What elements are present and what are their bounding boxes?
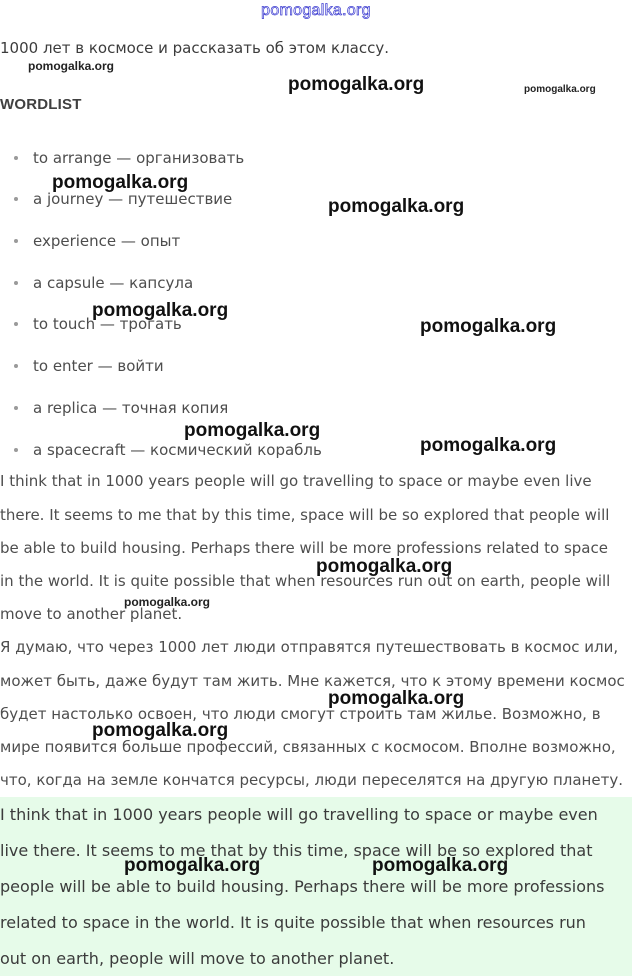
paragraph-line: there. It seems to me that by this time, space will be so explored that people will <box>0 506 610 524</box>
paragraph-line: I think that in 1000 years people will go travelling to space or maybe even live <box>0 472 592 490</box>
intro-line: 1000 лет в космосе и рассказать об этом классу. <box>0 39 389 57</box>
watermark: pomogalka.org <box>328 688 465 709</box>
watermark: pomogalka.org <box>420 435 557 456</box>
watermark: pomogalka.org <box>124 855 261 876</box>
bullet-icon <box>14 448 18 452</box>
paragraph-line: будет настолько освоен, что люди смогут строить там жилье. Возможно, в <box>0 705 601 723</box>
bullet-icon <box>14 364 18 368</box>
watermark: pomogalka.org <box>92 300 229 321</box>
watermark: pomogalka.org <box>92 720 229 741</box>
wordlist-item-text: a replica — точная копия <box>33 399 229 417</box>
bullet-icon <box>14 406 18 410</box>
bullet-icon <box>14 197 18 201</box>
answer-line: out on earth, people will move to another planet. <box>0 949 395 968</box>
watermark: pomogalka.org <box>184 420 321 441</box>
watermark: pomogalka.org <box>288 74 425 95</box>
watermark: pomogalka.org <box>420 316 557 337</box>
wordlist-heading: WORDLIST <box>0 96 82 113</box>
watermark: pomogalka.org <box>372 855 509 876</box>
bullet-icon <box>14 239 18 243</box>
wordlist-item-text: to touch — трогать <box>33 315 182 333</box>
paragraph-line: move to another planet. <box>0 605 183 623</box>
paragraph-line: может быть, даже будут там жить. Мне кажется, что к этому времени космос <box>0 672 625 690</box>
wordlist-item-text: a journey — путешествие <box>33 190 233 208</box>
watermark: pomogalka.org <box>124 595 211 609</box>
paragraph-line: Я думаю, что через 1000 лет люди отправятся путешествовать в космос или, <box>0 638 619 656</box>
answer-line: I think that in 1000 years people will go travelling to space or maybe even <box>0 805 598 824</box>
bullet-icon <box>14 322 18 326</box>
answer-line: live there. It seems to me that by this time, space will be so explored that <box>0 841 593 860</box>
wordlist-item-text: to arrange — организовать <box>33 149 245 167</box>
watermark: pomogalka.org <box>524 84 596 95</box>
answer-line: people will be able to build housing. Perhaps there will be more professions <box>0 877 605 896</box>
paragraph-line: in the world. It is quite possible that when resources run out on earth, people will <box>0 572 611 590</box>
paragraph-line: что, когда на земле кончатся ресурсы, люди переселятся на другую планету. <box>0 771 623 789</box>
wordlist-item-text: to enter — войти <box>33 357 164 375</box>
wordlist-item-text: experience — опыт <box>33 232 181 250</box>
watermark: pomogalka.org <box>316 556 453 577</box>
wordlist-item-text: a capsule — капсула <box>33 274 194 292</box>
paragraph-line: be able to build housing. Perhaps there will be more professions related to space <box>0 539 608 557</box>
watermark: pomogalka.org <box>328 196 465 217</box>
answer-box <box>0 797 632 976</box>
bullet-icon <box>14 281 18 285</box>
bullet-icon <box>14 156 18 160</box>
paragraph-line: мире появится больше профессий, связанных с космосом. Вполне возможно, <box>0 738 616 756</box>
watermark: pomogalka.org <box>28 59 115 73</box>
site-title[interactable]: pomogalka.org <box>261 2 371 19</box>
answer-line: related to space in the world. It is quite possible that when resources run <box>0 913 586 932</box>
wordlist-item-text: a spacecraft — космический корабль <box>33 441 322 459</box>
watermark: pomogalka.org <box>52 172 189 193</box>
